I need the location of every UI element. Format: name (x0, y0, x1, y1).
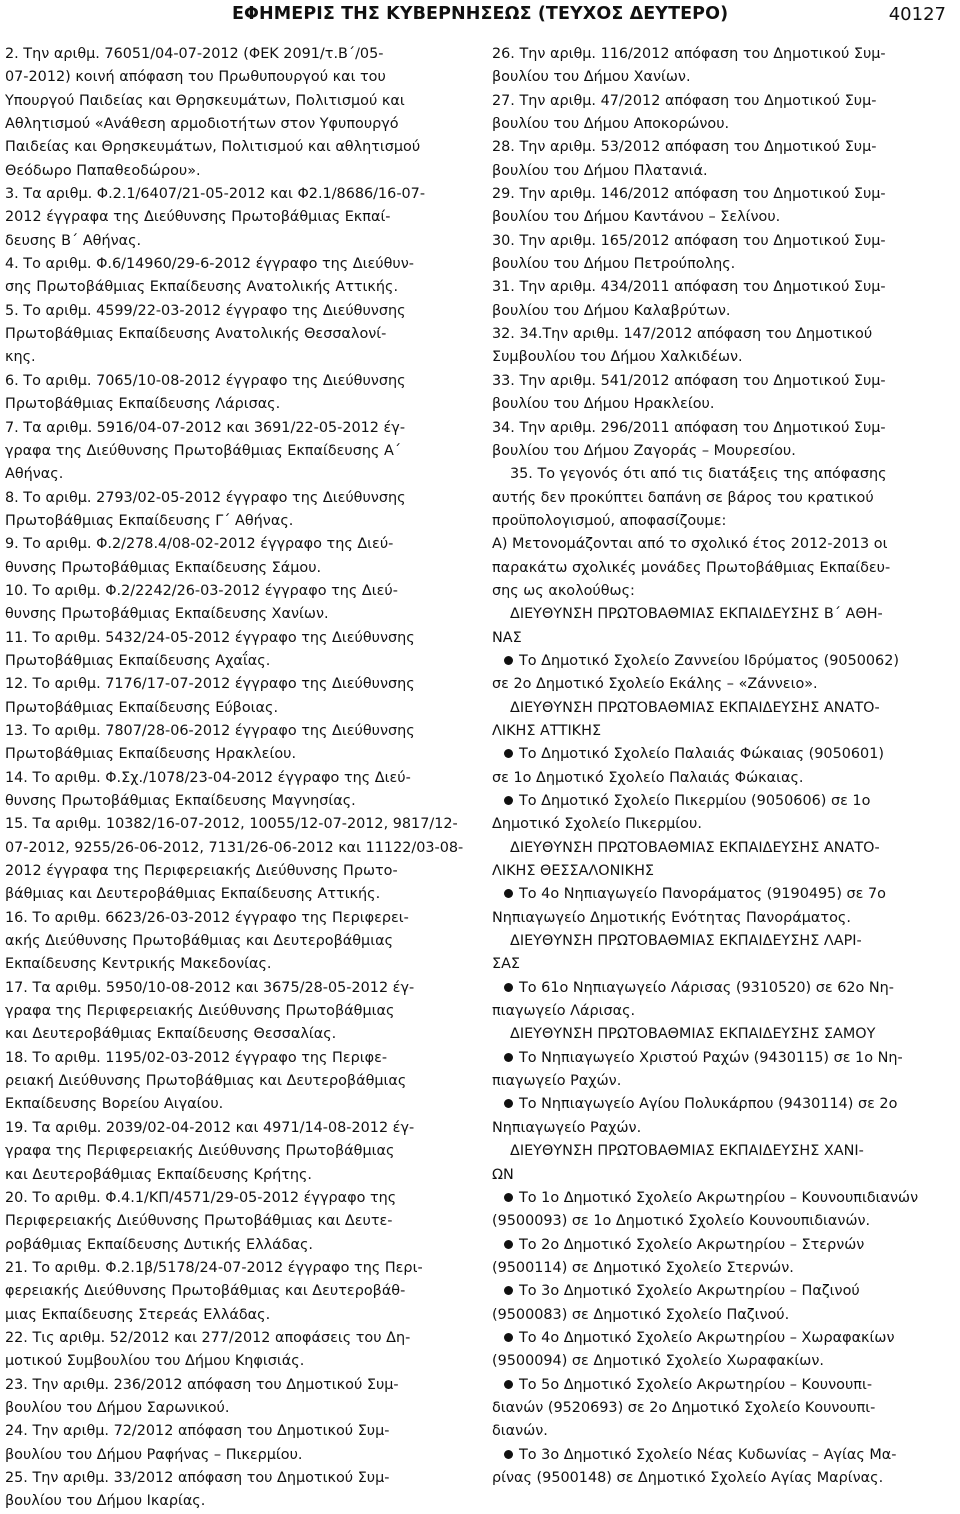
bullet-icon (504, 796, 513, 805)
text-line (492, 66, 958, 89)
bullet-icon (504, 1240, 513, 1249)
text-line: βουλίου του Δήμου Ραφήνας – Πικερμίου. (5, 1446, 303, 1463)
bullet-icon (504, 983, 513, 992)
bullet-item-line (492, 1234, 958, 1257)
text-line: 2. Την αριθμ. 76051/04-07-2012 (ΦΕΚ 2091/τ.Β΄/05- (5, 46, 384, 62)
line-text: ΣΑΣ (492, 956, 521, 973)
line-text: 30. Την αριθμ. 165/2012 απόφαση του Δημοτικού Συμ- (492, 232, 886, 249)
line-text: βουλίου του Δήμου Καλαβρύτων. (492, 302, 731, 319)
bullet-icon (504, 1053, 513, 1062)
bullet-item-line (492, 743, 958, 766)
text-line (492, 673, 958, 696)
line-text: 28. Την αριθμ. 53/2012 απόφαση του Δημοτικού Συμ- (492, 139, 877, 156)
text-line: 3. Τα αριθμ. Φ.2.1/6407/21-05-2012 και Φ2.1/8686/16-07- (5, 186, 426, 203)
bullet-item-line (492, 1444, 958, 1467)
text-line (492, 90, 958, 113)
line-text: σε 1ο Δημοτικό Σχολείο Παλαιάς Φώκαιας. (492, 769, 804, 786)
line-text: ρίνας (9500148) σε Δημοτικό Σχολείο Αγίας Μαρίνας. (492, 1469, 884, 1486)
text-line: μιας Εκπαίδευσης Στερεάς Ελλάδας. (5, 1306, 271, 1323)
text-line: 20. Το αριθμ. Φ.4.1/ΚΠ/4571/29-05-2012 έγγραφο της (5, 1189, 397, 1206)
text-line: φερειακής Διεύθυνσης Πρωτοβάθμιας και Δευτεροβάθ- (5, 1283, 406, 1300)
page-number: 40127 (888, 4, 946, 25)
line-text: Το Δημοτικό Σχολείο Πικερμίου (9050606) σε 1ο (519, 793, 871, 809)
bullet-item-line (492, 1187, 958, 1210)
line-text: Νηπιαγωγείο Δημοτικής Ενότητας Πανοράματος. (492, 909, 851, 926)
text-line (492, 1000, 958, 1023)
line-text: Το Νηπιαγωγείο Χριστού Ραχών (9430115) σε 1ο Νη- (519, 1049, 903, 1066)
text-line: Πρωτοβάθμιας Εκπαίδευσης Γ΄ Αθήνας. (5, 512, 294, 529)
line-text: 33. Την αριθμ. 541/2012 απόφαση του Δημοτικού Συμ- (492, 372, 886, 389)
line-text: Το 61ο Νηπιαγωγείο Λάρισας (9310520) σε 62ο Νη- (519, 979, 894, 996)
bullet-item-line (492, 790, 958, 813)
text-line (492, 603, 958, 626)
text-line: 15. Τα αριθμ. 10382/16-07-2012, 10055/12-07-2012, 9817/12- (5, 816, 458, 833)
line-text: βουλίου του Δήμου Καντάνου – Σελίνου. (492, 209, 781, 226)
text-line: 21. Το αριθμ. Φ.2.1β/5178/24-07-2012 έγγραφο της Περι- (5, 1259, 423, 1276)
bullet-item-line (492, 1327, 958, 1350)
line-text: ΛΙΚΗΣ ΘΕΣΣΑΛΟΝΙΚΗΣ (492, 863, 654, 880)
line-text: πιαγωγείο Λάρισας. (492, 1003, 636, 1020)
text-line (492, 767, 958, 790)
text-line (492, 370, 958, 393)
text-line (492, 1117, 958, 1140)
text-line: Παιδείας και Θρησκευμάτων, Πολιτισμού και αθλητισμού (5, 139, 421, 156)
text-line (492, 580, 958, 603)
text-line: Αθλητισμού «Ανάθεση αρμοδιοτήτων στον Υφυπουργό (5, 116, 399, 133)
bullet-icon (504, 1333, 513, 1342)
text-line (492, 557, 958, 580)
text-line (492, 323, 958, 346)
text-line: ρειακή Διεύθυνσης Πρωτοβάθμιας και Δευτεροβάθμιας (5, 1073, 407, 1090)
bullet-icon (504, 1380, 513, 1389)
line-text: Το 3ο Δημοτικό Σχολείο Νέας Κυδωνίας – Αγίας Μα- (519, 1446, 897, 1463)
text-line: δευσης Β΄ Αθήνας. (5, 232, 142, 249)
text-line (492, 1070, 958, 1093)
bullet-icon (504, 1450, 513, 1459)
line-text: (9500114) σε Δημοτικό Σχολείο Στερνών. (492, 1259, 794, 1276)
text-line: θυνσης Πρωτοβάθμιας Εκπαίδευσης Χανίων. (5, 606, 329, 623)
text-line (492, 1350, 958, 1373)
text-line: ροβάθμιας Εκπαίδευσης Δυτικής Ελλάδας. (5, 1236, 313, 1253)
bullet-icon (504, 656, 513, 665)
text-line: Εκπαίδευσης Βορείου Αιγαίου. (5, 1096, 224, 1113)
text-line (492, 697, 958, 720)
text-line: 2012 έγγραφα της Περιφερειακής Διεύθυνσης Πρωτο- (5, 863, 398, 880)
bullet-item-line (492, 1047, 958, 1070)
line-text: ΔΙΕΥΘΥΝΣΗ ΠΡΩΤΟΒΑΘΜΙΑΣ ΕΚΠΑΙΔΕΥΣΗΣ ΑΝΑΤΟ- (510, 699, 880, 716)
text-line (492, 300, 958, 323)
text-line (492, 1257, 958, 1280)
text-line: Πρωτοβάθμιας Εκπαίδευσης Ηρακλείου. (5, 746, 297, 763)
line-text: 27. Την αριθμ. 47/2012 απόφαση του Δημοτικού Συμ- (492, 92, 877, 109)
line-text: Το 1ο Δημοτικό Σχολείο Ακρωτηρίου – Κουνουπιδιανών (519, 1189, 919, 1206)
bullet-item-line (492, 1280, 958, 1303)
bullet-item-line (492, 883, 958, 906)
line-text: βουλίου του Δήμου Πετρούπολης. (492, 256, 736, 273)
line-text: (9500093) σε 1ο Δημοτικό Σχολείο Κουνουπιδιανών. (492, 1213, 871, 1230)
line-text: πιαγωγείο Ραχών. (492, 1073, 622, 1090)
line-text: βουλίου του Δήμου Ζαγοράς – Μουρεσίου. (492, 442, 796, 459)
line-text: ΔΙΕΥΘΥΝΣΗ ΠΡΩΤΟΒΑΘΜΙΑΣ ΕΚΠΑΙΔΕΥΣΗΣ Β΄ ΑΘΗ- (510, 606, 883, 623)
text-line: 5. Το αριθμ. 4599/22-03-2012 έγγραφο της Διεύθυνσης (5, 302, 406, 319)
text-line (492, 346, 958, 369)
line-text: ΩΝ (492, 1166, 514, 1183)
text-line: γραφα της Περιφερειακής Διεύθυνσης Πρωτοβάθμιας (5, 1143, 395, 1160)
text-line: Αθήνας. (5, 466, 64, 483)
text-line: 2012 έγγραφα της Διεύθυνσης Πρωτοβάθμιας Εκπαί- (5, 209, 391, 226)
text-line: σης Πρωτοβάθμιας Εκπαίδευσης Ανατολικής Αττικής. (5, 279, 399, 296)
text-line (492, 417, 958, 440)
text-line (492, 253, 958, 276)
bullet-item-line (492, 650, 958, 673)
line-text: Το Δημοτικό Σχολείο Παλαιάς Φώκαιας (9050601) (519, 746, 884, 763)
line-text: Το 5ο Δημοτικό Σχολείο Ακρωτηρίου – Κουνουπι- (519, 1376, 873, 1393)
text-line (492, 1140, 958, 1163)
line-text: Το Νηπιαγωγείο Αγίου Πολυκάρπου (9430114) σε 2ο (519, 1096, 898, 1113)
bullet-icon (504, 1286, 513, 1295)
line-text: ΔΙΕΥΘΥΝΣΗ ΠΡΩΤΟΒΑΘΜΙΑΣ ΕΚΠΑΙΔΕΥΣΗΣ ΑΝΑΤΟ- (510, 839, 880, 856)
text-line: Πρωτοβάθμιας Εκπαίδευσης Ανατολικής Θεσσαλονί- (5, 326, 387, 343)
text-line: Εκπαίδευσης Κεντρικής Μακεδονίας. (5, 956, 272, 973)
text-line (492, 113, 958, 136)
line-text: ΝΑΣ (492, 629, 522, 646)
text-line (492, 1164, 958, 1187)
line-text: ΔΙΕΥΘΥΝΣΗ ΠΡΩΤΟΒΑΘΜΙΑΣ ΕΚΠΑΙΔΕΥΣΗΣ ΧΑΝΙ- (510, 1143, 864, 1160)
bullet-icon (504, 1099, 513, 1108)
text-line (492, 860, 958, 883)
left-text-column (5, 43, 473, 1514)
text-line: 13. Το αριθμ. 7807/28-06-2012 έγγραφο της Διεύθυνσης (5, 722, 415, 739)
text-line: βουλίου του Δήμου Σαρωνικού. (5, 1399, 230, 1416)
text-line (492, 487, 958, 510)
text-line (492, 440, 958, 463)
line-text: Το 2ο Δημοτικό Σχολείο Ακρωτηρίου – Στερνών (519, 1236, 865, 1253)
line-text: 35. Το γεγονός ότι από τις διατάξεις της απόφασης (510, 466, 887, 483)
text-line (492, 206, 958, 229)
text-line (492, 930, 958, 953)
text-line (492, 627, 958, 650)
line-text: βουλίου του Δήμου Χανίων. (492, 69, 691, 86)
text-line: γραφα της Περιφερειακής Διεύθυνσης Πρωτοβάθμιας (5, 1003, 395, 1020)
line-text: αυτής δεν προκύπτει δαπάνη σε βάρος του κρατικού (492, 489, 874, 506)
text-line: θυνσης Πρωτοβάθμιας Εκπαίδευσης Σάμου. (5, 559, 322, 576)
text-line (492, 533, 958, 556)
text-line: κης. (5, 349, 36, 366)
bullet-icon (504, 749, 513, 758)
line-text: προϋπολογισμού, αποφασίζουμε: (492, 512, 727, 529)
text-line: Περιφερειακής Διεύθυνσης Πρωτοβάθμιας και Δευτε- (5, 1213, 393, 1230)
line-text: Νηπιαγωγείο Ραχών. (492, 1119, 642, 1136)
text-line: 11. Το αριθμ. 5432/24-05-2012 έγγραφο της Διεύθυνσης (5, 629, 415, 646)
page-header (0, 0, 960, 40)
text-line: 6. Το αριθμ. 7065/10-08-2012 έγγραφο της Διεύθυνσης (5, 372, 406, 389)
line-text: 32. 34.Την αριθμ. 147/2012 απόφαση του Δημοτικού (492, 326, 873, 343)
text-line: μοτικού Συμβουλίου του Δήμου Κηφισιάς. (5, 1353, 305, 1370)
text-line (492, 720, 958, 743)
text-line (492, 136, 958, 159)
text-line (492, 160, 958, 183)
text-line (492, 1397, 958, 1420)
line-text: Το 4ο Δημοτικό Σχολείο Ακρωτηρίου – Χωραφακίων (519, 1329, 895, 1346)
text-line: 9. Το αριθμ. Φ.2/278.4/08-02-2012 έγγραφο της Διεύ- (5, 536, 394, 553)
text-line: 18. Το αριθμ. 1195/02-03-2012 έγγραφο της Περιφε- (5, 1049, 388, 1066)
line-text: παρακάτω σχολικές μονάδες Πρωτοβάθμιας Εκπαίδευ- (492, 559, 891, 576)
line-text: βουλίου του Δήμου Πλατανιά. (492, 162, 708, 179)
line-text: Το 3ο Δημοτικό Σχολείο Ακρωτηρίου – Παζινού (519, 1283, 860, 1300)
text-line (492, 276, 958, 299)
gazette-title: ΕΦΗΜΕΡΙΣ ΤΗΣ ΚΥΒΕΡΝΗΣΕΩΣ (ΤΕΥΧΟΣ ΔΕΥΤΕΡΟ) (232, 4, 729, 24)
line-text: σης ως ακολούθως: (492, 582, 635, 599)
text-line: βάθμιας και Δευτεροβάθμιας Εκπαίδευσης Αττικής. (5, 886, 381, 903)
text-line: 24. Την αριθμ. 72/2012 απόφαση του Δημοτικού Συμ- (5, 1423, 390, 1440)
bullet-icon (504, 889, 513, 898)
line-text: Α) Μετονομάζονται από το σχολικό έτος 2012-2013 οι (492, 536, 888, 553)
text-line: και Δευτεροβάθμιας Εκπαίδευσης Κρήτης. (5, 1166, 313, 1183)
text-line (492, 907, 958, 930)
text-line: και Δευτεροβάθμιας Εκπαίδευσης Θεσσαλίας. (5, 1026, 337, 1043)
text-line: Θεόδωρο Παπαθεοδώρου». (5, 162, 201, 179)
bullet-icon (504, 1193, 513, 1202)
text-line (492, 510, 958, 533)
bullet-item-line (492, 1374, 958, 1397)
text-line (492, 1420, 958, 1443)
text-line (492, 837, 958, 860)
text-line: Πρωτοβάθμιας Εκπαίδευσης Αχαΐας. (5, 652, 271, 669)
text-line: ακής Διεύθυνσης Πρωτοβάθμιας και Δευτεροβάθμιας (5, 933, 394, 950)
right-text-column (492, 43, 958, 1490)
text-line: 22. Τις αριθμ. 52/2012 και 277/2012 αποφάσεις του Δη- (5, 1329, 411, 1346)
line-text: Συμβουλίου του Δήμου Χαλκιδέων. (492, 349, 743, 366)
line-text: 31. Την αριθμ. 434/2011 απόφαση του Δημοτικού Συμ- (492, 279, 886, 296)
text-line (492, 230, 958, 253)
text-line: Υπουργού Παιδείας και Θρησκευμάτων, Πολιτισμού και (5, 92, 405, 109)
line-text: ΔΙΕΥΘΥΝΣΗ ΠΡΩΤΟΒΑΘΜΙΑΣ ΕΚΠΑΙΔΕΥΣΗΣ ΛΑΡΙ- (510, 933, 862, 950)
text-line: 7. Τα αριθμ. 5916/04-07-2012 και 3691/22-05-2012 έγ- (5, 419, 406, 436)
text-line: Πρωτοβάθμιας Εκπαίδευσης Εύβοιας. (5, 699, 279, 716)
line-text: 29. Την αριθμ. 146/2012 απόφαση του Δημοτικού Συμ- (492, 186, 886, 203)
line-text: σε 2ο Δημοτικό Σχολείο Εκάλης – «Ζάννειο». (492, 676, 818, 693)
text-line (492, 393, 958, 416)
text-line: γραφα της Διεύθυνσης Πρωτοβάθμιας Εκπαίδευσης Α΄ (5, 442, 402, 459)
bullet-item-line (492, 977, 958, 1000)
text-line (492, 953, 958, 976)
text-line (492, 183, 958, 206)
line-text: Το Δημοτικό Σχολείο Ζαννείου Ιδρύματος (9050062) (519, 652, 899, 669)
text-line (492, 1210, 958, 1233)
text-line: 25. Την αριθμ. 33/2012 απόφαση του Δημοτικού Συμ- (5, 1469, 390, 1486)
text-line: 19. Τα αριθμ. 2039/02-04-2012 και 4971/14-08-2012 έγ- (5, 1119, 415, 1136)
text-line (492, 463, 958, 486)
line-text: Το 4ο Νηπιαγωγείο Πανοράματος (9190495) σε 7ο (519, 886, 886, 903)
text-line: θυνσης Πρωτοβάθμιας Εκπαίδευσης Μαγνησίας. (5, 793, 356, 809)
line-text: βουλίου του Δήμου Αποκορώνου. (492, 116, 730, 133)
text-line: 8. Το αριθμ. 2793/02-05-2012 έγγραφο της Διεύθυνσης (5, 489, 406, 506)
line-text: (9500094) σε Δημοτικό Σχολείο Χωραφακίων. (492, 1353, 824, 1370)
text-line: 07-2012) κοινή απόφαση του Πρωθυπουργού και του (5, 69, 386, 86)
line-text: Δημοτικό Σχολείο Πικερμίου. (492, 816, 702, 833)
text-line: 12. Το αριθμ. 7176/17-07-2012 έγγραφο της Διεύθυνσης (5, 676, 415, 693)
line-text: βουλίου του Δήμου Ηρακλείου. (492, 396, 715, 413)
line-text: διανών. (492, 1423, 548, 1440)
bullet-item-line (492, 1093, 958, 1116)
text-line: 23. Την αριθμ. 236/2012 απόφαση του Δημοτικού Συμ- (5, 1376, 399, 1393)
text-line (492, 813, 958, 836)
line-text: ΛΙΚΗΣ ΑΤΤΙΚΗΣ (492, 722, 602, 739)
text-line (492, 43, 958, 66)
text-line: 17. Τα αριθμ. 5950/10-08-2012 και 3675/28-05-2012 έγ- (5, 979, 415, 996)
text-line: Πρωτοβάθμιας Εκπαίδευσης Λάρισας. (5, 396, 281, 413)
text-line: 10. Το αριθμ. Φ.2/2242/26-03-2012 έγγραφο της Διεύ- (5, 582, 398, 599)
line-text: 26. Την αριθμ. 116/2012 απόφαση του Δημοτικού Συμ- (492, 46, 886, 62)
text-line: 4. Το αριθμ. Φ.6/14960/29-6-2012 έγγραφο της Διεύθυν- (5, 256, 414, 273)
text-line (492, 1467, 958, 1490)
line-text: διανών (9520693) σε 2ο Δημοτικό Σχολείο Κουνουπι- (492, 1399, 876, 1416)
line-text: (9500083) σε Δημοτικό Σχολείο Παζινού. (492, 1306, 790, 1323)
text-line (492, 1304, 958, 1327)
text-line: 07-2012, 9255/26-06-2012, 7131/26-06-2012 και 11122/03-08- (5, 839, 464, 856)
line-text: 34. Την αριθμ. 296/2011 απόφαση του Δημοτικού Συμ- (492, 419, 886, 436)
text-line: βουλίου του Δήμου Ικαρίας. (5, 1493, 206, 1510)
line-text: ΔΙΕΥΘΥΝΣΗ ΠΡΩΤΟΒΑΘΜΙΑΣ ΕΚΠΑΙΔΕΥΣΗΣ ΣΑΜΟΥ (510, 1026, 876, 1043)
text-line (492, 1023, 958, 1046)
text-line: 14. Το αριθμ. Φ.Σχ./1078/23-04-2012 έγγραφο της Διεύ- (5, 769, 411, 786)
text-line: 16. Το αριθμ. 6623/26-03-2012 έγγραφο της Περιφερει- (5, 909, 409, 926)
